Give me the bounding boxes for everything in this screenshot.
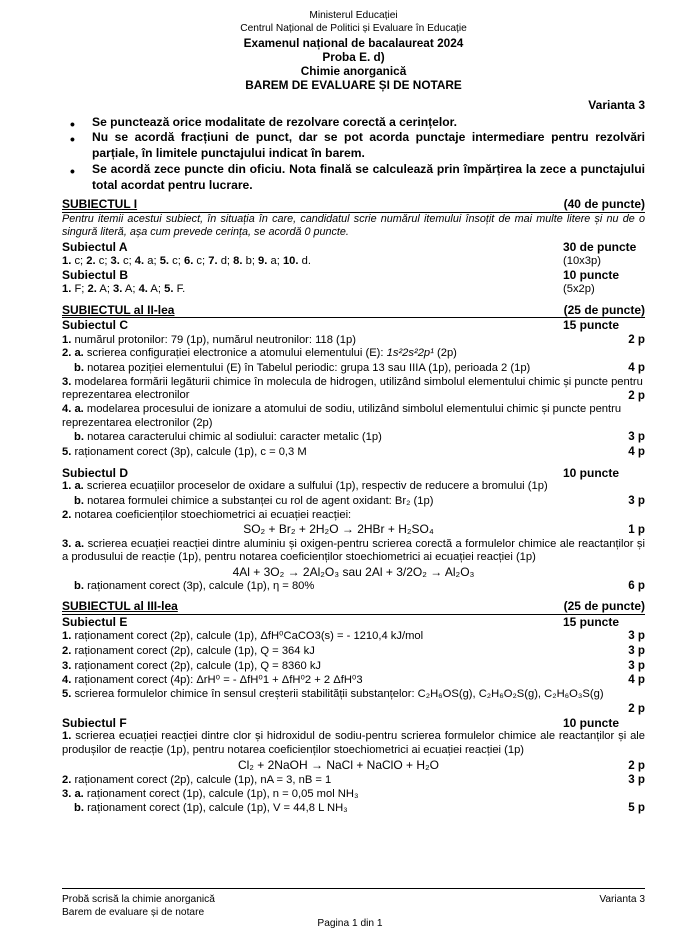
subiect-b-answers xyxy=(62,283,645,297)
item-points: 2 p xyxy=(628,701,645,715)
subiect-a-answers xyxy=(62,255,645,269)
subiect-b-title: Subiectul B xyxy=(62,268,129,283)
subiect-f-title: Subiectul F xyxy=(62,715,127,730)
subiect-a-header xyxy=(62,240,645,255)
subject-name: Chimie anorganică xyxy=(300,63,407,78)
item-e2: 2. raționament corect (2p), calcule (1p), Q = 364 kJ 3 p xyxy=(62,644,645,658)
section-1-header xyxy=(62,197,645,213)
item-points: 4 p xyxy=(628,361,645,375)
page-number: Pagina 1 din 1 xyxy=(317,918,383,929)
subiect-c-header xyxy=(62,318,645,333)
section-1-points: (40 de puncte) xyxy=(563,197,645,212)
ministry: Ministerul Educației xyxy=(309,10,398,21)
item-d1b: b. notarea formulei chimice a substanței cu rol de agent oxidant: Br₂ (1p) 3 p xyxy=(74,494,645,508)
subiect-e-title: Subiectul E xyxy=(62,614,128,629)
section-1-note: Pentru itemii acestui subiect, în situația în care, candidatul scrie numărul itemului însoțit de mai multe litere și nu de o singură literă, așa cum prevede cerința, se acordă 0 puncte. xyxy=(62,212,645,239)
item-points: 3 p xyxy=(628,772,645,786)
subiect-b-points: 10 puncte xyxy=(563,268,620,283)
item-f3b: b. raționament corect (1p), calcule (1p), V = 44,8 L NH₃ 5 p xyxy=(74,801,645,815)
exam-title: Examenul național de bacalaureat 2024 xyxy=(243,35,464,50)
item-points: 2 p xyxy=(628,389,645,403)
subiect-e-header xyxy=(62,615,645,630)
item-points: 3 p xyxy=(628,494,645,508)
section-3-header xyxy=(62,599,645,615)
item-points: 1 p xyxy=(628,523,645,537)
answer-list: 1. F; 2. A; 3. A; 4. A; 5. F. xyxy=(62,282,186,295)
item-points: 2 p xyxy=(628,758,645,772)
subiect-a-points: 30 de puncte xyxy=(563,239,637,254)
subiect-c-points: 15 puncte xyxy=(563,318,620,333)
section-1-title: SUBIECTUL I xyxy=(62,197,138,212)
footer-line-2: Barem de evaluare și de notare xyxy=(62,907,205,919)
subiect-d-header xyxy=(62,466,645,481)
item-points: 3 p xyxy=(628,658,645,672)
subiect-e-points: 15 puncte xyxy=(563,614,620,629)
item-d2-equation xyxy=(62,522,645,537)
item-points: 4 p xyxy=(628,673,645,687)
equation: 4Al + 3O₂ → 2Al₂O₃ sau 2Al + 3/2O₂ → Al₂O₃ xyxy=(232,564,475,579)
item-c4b: b. notarea caracterului chimic al sodiului: caracter metalic (1p) 3 p xyxy=(74,430,645,444)
item-f2: 2. raționament corect (2p), calcule (1p), nA = 3, nB = 1 3 p xyxy=(62,772,645,786)
item-points: 4 p xyxy=(628,445,645,459)
rules-list xyxy=(62,115,645,194)
item-e4: 4. raționament corect (4p): ΔrH⁰ = - ΔfH⁰1 + ΔfH⁰2 + 2 ΔfH⁰3 4 p xyxy=(62,673,645,687)
item-points: 3 p xyxy=(628,430,645,444)
item-c2b: b. notarea poziției elementului (E) în Tabelul periodic: grupa 13 sau IIIA (1p), perioada 2 (1p) 4 p xyxy=(74,361,645,375)
section-2-points: (25 de puncte) xyxy=(563,302,645,317)
item-c3: 3. modelarea formării legăturii chimice în molecula de hidrogen, utilizând simbolul elementului chimic și puncte pentru reprezentarea electronilor xyxy=(62,375,643,402)
footer-varianta: Varianta 3 xyxy=(599,894,645,905)
item-c1: 1. numărul protonilor: 79 (1p), numărul neutronilor: 118 (1p) 2 p xyxy=(62,332,645,346)
subiect-f-points: 10 puncte xyxy=(563,715,620,730)
page-footer xyxy=(62,888,645,920)
item-d1a: 1. a. scrierea ecuațiilor proceselor de oxidare a sulfului (1p), respectiv de reducere a bromului (1p) xyxy=(62,480,548,493)
item-d2: 2. notarea coeficienților stoechiometrici ai ecuației reacției: xyxy=(62,508,352,521)
barem-page xyxy=(62,10,645,816)
subiect-d-points: 10 puncte xyxy=(563,465,620,480)
item-d3b: b. raționament corect (3p), calcule (1p), η = 80% 6 p xyxy=(74,579,645,593)
item-points: 5 p xyxy=(628,801,645,815)
section-2-header xyxy=(62,303,645,319)
subiect-c-title: Subiectul C xyxy=(62,318,129,333)
equation: SO₂ + Br₂ + 2H₂O → 2HBr + H₂SO₄ xyxy=(243,522,434,537)
subiect-b-score: (5x2p) xyxy=(563,282,595,295)
subiect-f-header xyxy=(62,716,645,731)
item-f1: 1. scrierea ecuației reacției dintre clor și hidroxidul de sodiu-pentru scrierea formulelor chimice ale reactanților și ale produșilor de reacție (1p), pentru notarea coeficienților stoechiometrici ai ecuației reacției (1p) xyxy=(62,730,645,757)
item-c5: 5. raționament corect (3p), calcule (1p), c = 0,3 M 4 p xyxy=(62,445,645,459)
item-c4a: 4. a. modelarea procesului de ionizare a atomului de sodiu, utilizând simbolul elementului chimic și puncte pentru reprezentarea electronilor (2p) xyxy=(62,403,622,429)
electron-configuration: 1s²2s²2p¹ xyxy=(386,347,434,360)
item-f1-equation xyxy=(62,758,645,773)
item-e5: 5. scrierea formulelor chimice în sensul creșterii stabilității substanțelor: C₂H₆OS(g), C₂H₆O₂S(g), C₂H₆O₃S(g) xyxy=(62,688,604,700)
footer-line-1: Probă scrisă la chimie anorganică xyxy=(62,894,215,905)
item-points: 6 p xyxy=(628,579,645,593)
item-points: 3 p xyxy=(628,644,645,658)
answer-list: 1. c; 2. c; 3. c; 4. a; 5. c; 6. c; 7. d; 8. b; 9. a; 10. d. xyxy=(62,254,311,267)
section-3-title: SUBIECTUL al III-lea xyxy=(62,599,178,614)
item-f3a: 3. a. raționament corect (1p), calcule (1p), n = 0,05 mol NH₃ xyxy=(62,787,359,800)
subiect-a-title: Subiectul A xyxy=(62,239,128,254)
item-e3: 3. raționament corect (2p), calcule (1p), Q = 8360 kJ 3 p xyxy=(62,658,645,672)
item-d3a: 3. a. scrierea ecuației reacției dintre aluminiu și oxigen-pentru scrierea corectă a formulelor chimice ale reactanților și a produsului de reacție (1p), pentru notarea coeficienților stoechiometrici ai ecuației reacției (1p) xyxy=(62,537,645,564)
subiect-b-header xyxy=(62,268,645,283)
center-name: Centrul Național de Politici și Evaluare în Educație xyxy=(240,22,467,34)
varianta-label: Varianta 3 xyxy=(588,98,645,113)
item-c2a: 2. a. scrierea configurației electronice a atomului elementului (E): 1s²2s²2p¹ (2p) xyxy=(62,347,457,360)
subiect-d-title: Subiectul D xyxy=(62,465,129,480)
item-points: 3 p xyxy=(628,629,645,643)
equation: Cl₂ + 2NaOH → NaCl + NaClO + H₂O xyxy=(237,757,440,772)
proba: Proba E. d) xyxy=(322,49,385,64)
section-2-title: SUBIECTUL al II-lea xyxy=(62,302,175,317)
rule-item: • Se punctează orice modalitate de rezolvare corectă a cerințelor. xyxy=(62,115,645,131)
barem-title: BAREM DE EVALUARE ȘI DE NOTARE xyxy=(245,77,462,92)
item-points: 2 p xyxy=(628,332,645,346)
section-3-points: (25 de puncte) xyxy=(563,599,645,614)
subiect-a-score: (10x3p) xyxy=(563,254,601,267)
item-e1: 1. raționament corect (2p), calcule (1p), ΔfH⁰CaCO3(s) = - 1210,4 kJ/mol 3 p xyxy=(62,629,645,643)
rule-item: • Se acordă zece puncte din oficiu. Nota finală se calculează prin împărțirea la zece a punctajului total acordat pentru lucrare. xyxy=(62,162,645,193)
rule-item: • Nu se acordă fracțiuni de punct, dar se pot acorda punctaje intermediare pentru rezolvări parțiale, în limitele punctajului indicat în barem. xyxy=(62,130,645,161)
